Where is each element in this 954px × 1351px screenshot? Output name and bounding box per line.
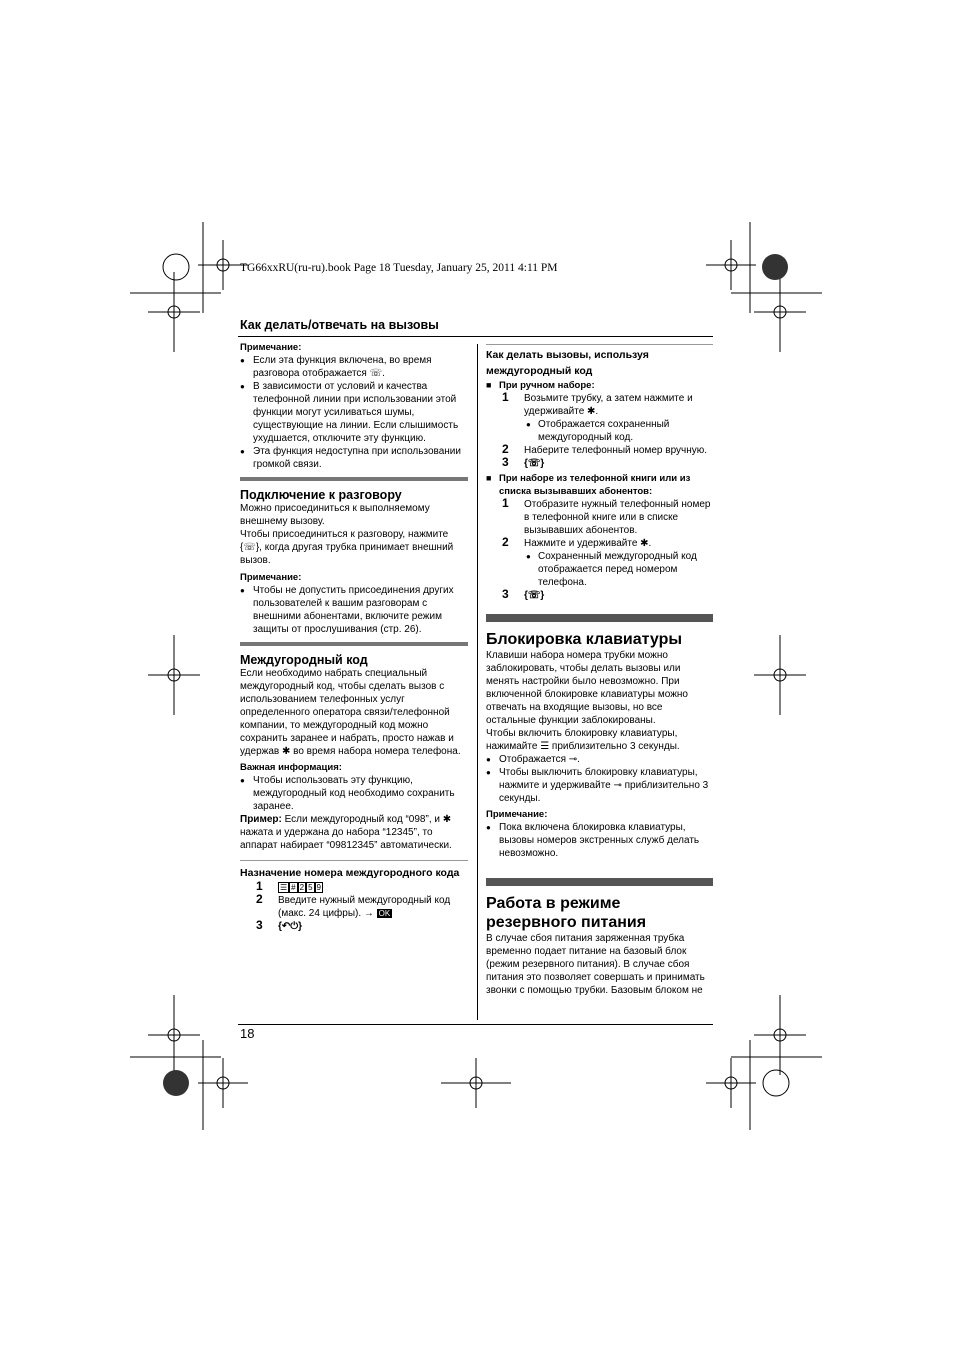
section-divider	[240, 477, 468, 481]
section-divider	[240, 642, 468, 646]
example-label: Пример:	[240, 814, 282, 825]
menu-key-icon: ☰	[280, 882, 288, 892]
digit-key: 5	[308, 882, 313, 892]
talk-key-icon: {☏}	[524, 590, 545, 601]
step	[486, 589, 713, 602]
list-item: ● В зависимости от условий и качества телефонной линии при использовании этой функции могут усиливаться шумы, существующие на линии. Если слышимость ухудшается, отключите эту функцию.	[240, 380, 468, 445]
step-text: Нажмите и удерживайте ✱.	[524, 538, 652, 549]
digit-key: 9	[316, 882, 321, 892]
list-item: ● Пока включена блокировка клавиатуры, вызовы номеров экстренных служб делать невозможно.	[486, 821, 713, 860]
step-text: Возьмите трубку, а затем нажмите и удерживайте ✱.	[524, 393, 693, 417]
paragraph: Клавиши набора номера трубки можно заблокировать, чтобы делать вызовы или менять настройки было невозможно. При включенной блокировке клавиатуры можно отвечать на входящие вызовы, но все остальные функции заблокированы.	[486, 650, 688, 726]
hash-key: #	[291, 882, 296, 892]
paragraph: Если необходимо набрать специальный междугородный код, чтобы сделать вызов с использованием телефонных услуг определенного оператора связи/телефонной компании, то междугородный код можно сохранить заранее и набрать, просто нажав и удержав ✱ во время набора номера телефона.	[240, 668, 461, 757]
assign-heading: Назначение номера междугородного кода	[240, 867, 460, 879]
section-band	[486, 878, 713, 886]
step-subitem: ● Сохраненный междугородный код отображается перед номером телефона.	[524, 550, 713, 589]
section-title: Как делать/отвечать на вызовы	[240, 318, 439, 332]
step-number: 1	[502, 390, 509, 404]
list-item: ● Чтобы не допустить присоединения других пользователей к вашим разговорам с внешними абонентами, включите режим защиты от прослушивания (стр. 26).	[240, 584, 468, 636]
header-rule	[238, 336, 713, 337]
step-number: 3	[502, 455, 509, 469]
keylock-heading: Блокировка клавиатуры	[486, 631, 682, 648]
list-item: ● Эта функция недоступна при использовании громкой связи.	[240, 445, 468, 471]
note-heading: Примечание:	[240, 572, 302, 583]
step-number: 3	[502, 587, 509, 601]
example-paragraph	[240, 813, 468, 852]
subsection-divider	[240, 860, 468, 861]
paragraph: Можно присоединиться к выполняемому внешнему вызову.	[240, 503, 430, 527]
section-band	[486, 614, 713, 622]
step-number: 2	[502, 535, 509, 549]
subsection-divider	[486, 344, 713, 345]
step	[240, 894, 468, 920]
paragraph: Чтобы включить блокировку клавиатуры, нажимайте ☰ приблизительно 3 секунды.	[486, 728, 680, 752]
intercity-heading: Междугородный код	[240, 653, 368, 667]
paragraph: Чтобы присоединиться к разговору, нажмите {☏}, когда другая трубка принимает внешний вызов.	[240, 529, 454, 566]
step-text: Введите нужный междугородный код (макс. 24 цифры). →	[278, 895, 451, 919]
step-text: Наберите телефонный номер вручную.	[524, 445, 708, 456]
step	[240, 881, 468, 894]
important-heading: Важная информация:	[240, 762, 342, 773]
step	[486, 498, 713, 537]
backup-heading: Работа в режиме резервного питания	[486, 895, 647, 931]
step-number: 1	[256, 879, 263, 893]
off-key-icon: {↶⏻}	[278, 921, 303, 932]
column-divider	[477, 344, 478, 1020]
page-number: 18	[240, 1026, 255, 1041]
step-number: 1	[502, 496, 509, 510]
step	[486, 444, 713, 457]
paragraph: В случае сбоя питания заряженная трубка временно подает питание на базовый блок (режим резервного питания). В случае сбоя питания это позволяет совершать и принимать звонки с помощью трубки. Базовым блоком не	[486, 933, 705, 996]
ok-key-icon: OK	[378, 908, 391, 918]
step-text: Отобразите нужный телефонный номер в телефонной книге или в списке вызывавших абонентов.	[524, 499, 711, 536]
note-heading: Примечание:	[240, 342, 302, 353]
right-column	[486, 344, 713, 997]
connect-heading: Подключение к разговору	[240, 488, 402, 502]
step	[486, 392, 713, 444]
book-heading: ■ При наборе из телефонной книги или из списка вызывавших абонентов:	[486, 472, 713, 498]
list-item: ● Отображается ⊸.	[486, 753, 713, 766]
step	[486, 457, 713, 470]
footer-rule	[238, 1024, 713, 1025]
talk-key-icon: {☏}	[524, 458, 545, 469]
note-heading: Примечание:	[486, 809, 548, 820]
step-number: 2	[256, 892, 263, 906]
print-header: TG66xxRU(ru-ru).book Page 18 Tuesday, January 25, 2011 4:11 PM	[240, 262, 558, 274]
example-text: Если междугородный код “098”, и ✱ нажата и удержана до набора “12345”, то аппарат набирает “09812345” автоматически.	[240, 814, 452, 851]
calls-heading: Как делать вызовы, используя междугородный код	[486, 349, 649, 377]
list-item: ● Чтобы выключить блокировку клавиатуры, нажмите и удерживайте ⊸ приблизительно 3 секунды.	[486, 766, 713, 805]
left-column	[240, 341, 468, 933]
list-item: ● Если эта функция включена, во время разговора отображается ☏.	[240, 354, 468, 380]
step-subitem: ● Отображается сохраненный междугородный код.	[524, 418, 713, 444]
list-item: ● Чтобы использовать эту функцию, междугородный код необходимо сохранить заранее.	[240, 774, 468, 813]
step-number: 3	[256, 918, 263, 932]
digit-key: 2	[299, 882, 305, 892]
step-number: 2	[502, 442, 509, 456]
manual-heading: ■ При ручном наборе:	[486, 379, 713, 392]
step	[486, 537, 713, 589]
step	[240, 920, 468, 933]
